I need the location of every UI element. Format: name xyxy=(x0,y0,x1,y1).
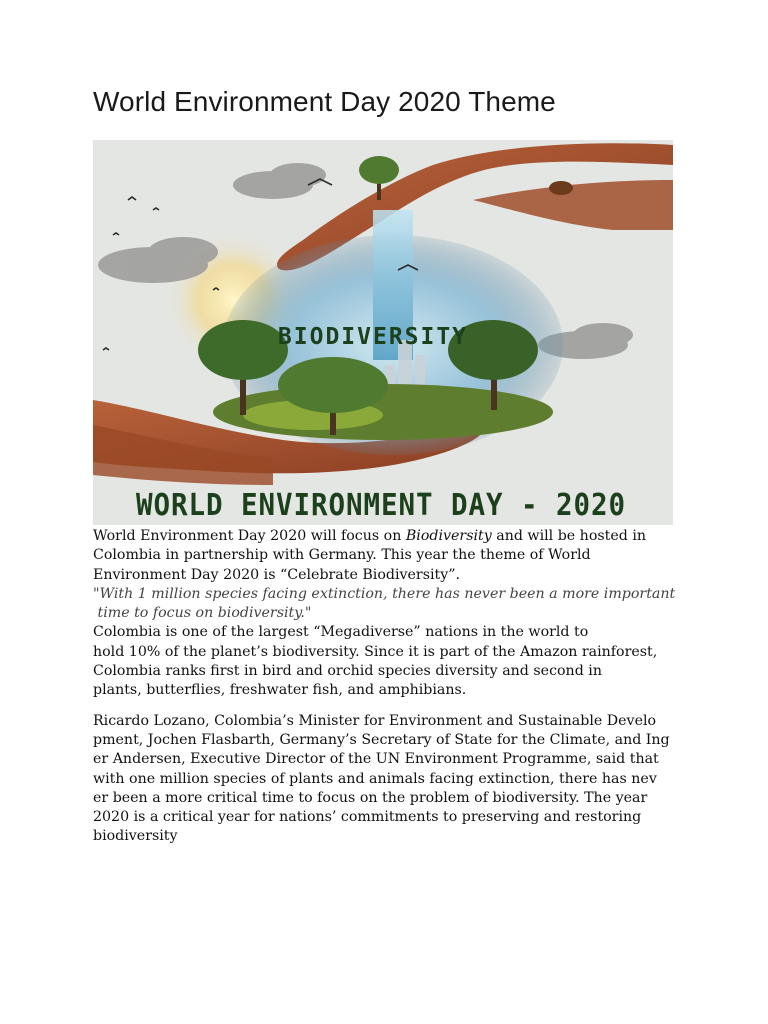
paragraph-quote xyxy=(93,585,676,624)
emphasis-biodiversity: Biodiversity xyxy=(405,528,492,544)
text-line: plants, butterflies, freshwater fish, and amphibians. xyxy=(93,682,467,699)
text-line: hold 10% of the planet’s biodiversity. Since it is part of the Amazon rainforest, xyxy=(93,643,658,660)
text-line: er been a more critical time to focus on the problem of biodiversity. The year xyxy=(93,789,648,806)
paragraph-intro xyxy=(93,527,673,585)
hero-center-text: BIODIVERSITY xyxy=(277,324,469,350)
deer-icon xyxy=(549,181,573,195)
text-line: Colombia is one of the largest “Megadiverse” nations in the world to xyxy=(93,624,589,641)
page-title: World Environment Day 2020 Theme xyxy=(93,86,556,117)
text-line: Colombia ranks first in bird and orchid species diversity and second in xyxy=(93,663,602,680)
hero-bottom-text: WORLD ENVIRONMENT DAY - 2020 xyxy=(136,488,626,523)
text-line: pment, Jochen Flasbarth, Germany’s Secretary of State for the Climate, and Ing xyxy=(93,731,670,748)
hero-image xyxy=(93,140,673,525)
quote-line: "With 1 million species facing extinction, there has never been a more important xyxy=(93,585,676,602)
article-body xyxy=(93,527,676,847)
text-line: World Environment Day 2020 will focus on Biodiversity and will be hosted in xyxy=(93,528,647,544)
text-line: biodiversity xyxy=(93,828,178,845)
quote-line: time to focus on biodiversity." xyxy=(93,605,312,622)
text-line: with one million species of plants and animals facing extinction, there has nev xyxy=(93,770,657,787)
text-line: 2020 is a critical year for nations’ commitments to preserving and restoring xyxy=(93,809,642,826)
text-line: Ricardo Lozano, Colombia’s Minister for Environment and Sustainable Develo xyxy=(93,712,657,729)
text-line: Colombia in partnership with Germany. This year the theme of World xyxy=(93,547,591,564)
text-line: er Andersen, Executive Director of the UN Environment Programme, said that xyxy=(93,751,659,768)
text-line: Environment Day 2020 is “Celebrate Biodiversity”. xyxy=(93,566,460,583)
paragraph-ministers xyxy=(93,712,673,847)
paragraph-colombia xyxy=(93,623,673,700)
